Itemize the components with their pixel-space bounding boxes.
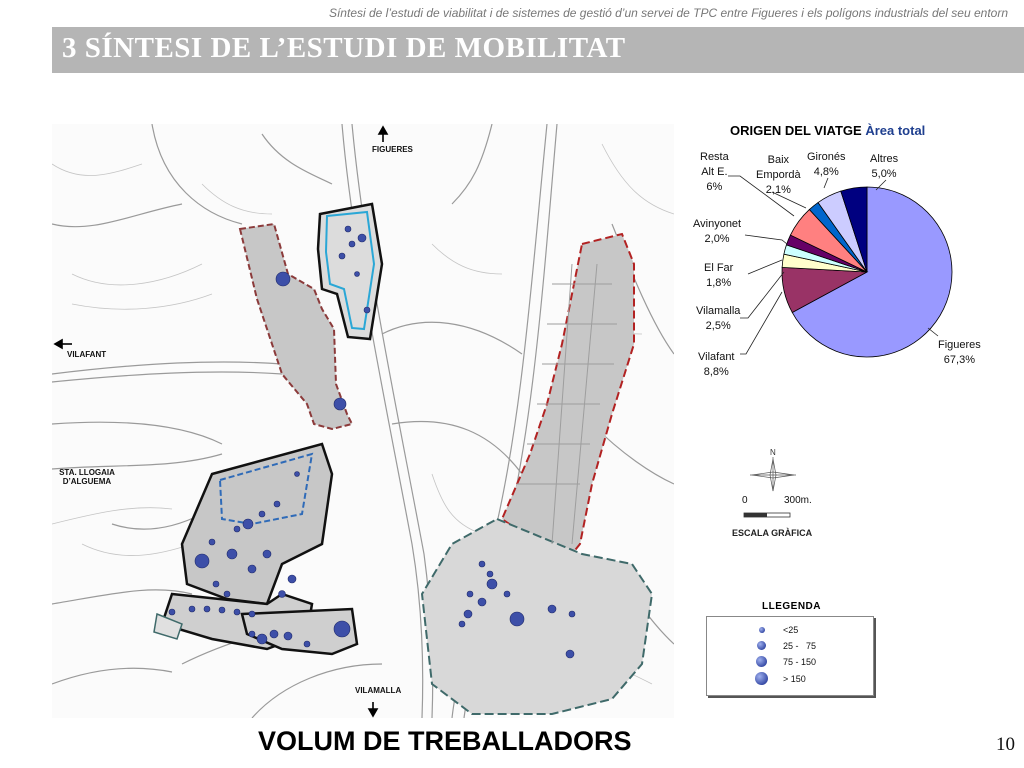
chart-title-accent: Àrea total bbox=[865, 123, 926, 138]
label-vilamalla: VILAMALLA bbox=[355, 686, 402, 695]
pie-label-resta-3: 6% bbox=[706, 181, 723, 193]
pie-label-vilafant-1: Vilafant bbox=[698, 351, 735, 363]
scale-end: 300m. bbox=[784, 495, 812, 506]
pie-label-baix-3: 2,1% bbox=[765, 184, 791, 196]
pie-label-baix-1: Baix bbox=[767, 154, 790, 166]
pie-label-elfar-2: 1,8% bbox=[706, 277, 732, 289]
pie-label-elfar-1: El Far bbox=[704, 262, 734, 274]
label-sta-llogaia-line2: D’ALGUEMA bbox=[62, 477, 112, 486]
document-subtitle: Síntesi de l’estudi de viabilitat i de sistemes de gestió d’un servei de TPC entre Figueres i els polígons industrials del seu entorn bbox=[328, 6, 1008, 20]
pie-label-girones bbox=[807, 150, 846, 180]
compass-rose-icon bbox=[742, 445, 806, 495]
pie-label-vilamalla-2: 2,5% bbox=[705, 320, 731, 332]
arrow-left-icon bbox=[55, 340, 72, 348]
legend-label: > 150 bbox=[783, 674, 806, 684]
graphic-scale bbox=[732, 493, 852, 541]
pie-label-baix bbox=[756, 153, 801, 198]
section-title: VOLUM DE TREBALLADORS bbox=[258, 726, 632, 756]
map-drawing bbox=[52, 124, 674, 718]
pie-label-avinyonet-2: 2,0% bbox=[704, 233, 730, 245]
pie-label-figueres-1: Figueres bbox=[938, 339, 981, 351]
page-number: 10 bbox=[996, 734, 1015, 755]
legend-label: 25 - 75 bbox=[783, 641, 817, 651]
scale-bar bbox=[732, 509, 852, 539]
pie-label-resta-1: Resta bbox=[700, 151, 729, 163]
pie-label-avinyonet-1: Avinyonet bbox=[693, 218, 742, 230]
legend-dot-large bbox=[756, 656, 767, 667]
pie-label-baix-2: Empordà bbox=[756, 169, 801, 181]
title-bar bbox=[52, 27, 1024, 73]
scale-start: 0 bbox=[742, 495, 748, 506]
pie-label-girones-1: Gironés bbox=[807, 151, 846, 163]
legend-box bbox=[706, 616, 874, 696]
arrow-down-icon bbox=[369, 702, 377, 716]
label-sta-llogaia-line1: STA. LLOGAIA bbox=[59, 468, 115, 477]
industrial-area-map bbox=[52, 124, 674, 718]
pie-label-elfar bbox=[704, 261, 733, 291]
legend bbox=[706, 600, 874, 696]
pie-label-vilamalla bbox=[696, 304, 740, 334]
pie-label-altres-1: Altres bbox=[870, 153, 899, 165]
legend-dot-xlarge bbox=[755, 672, 768, 685]
pie-label-vilafant-2: 8,8% bbox=[703, 366, 729, 378]
scale-title: ESCALA GRÀFICA bbox=[732, 528, 813, 538]
label-figueres: FIGUERES bbox=[372, 145, 413, 154]
pie-label-vilafant bbox=[698, 350, 735, 380]
compass-graphic bbox=[742, 445, 806, 495]
legend-item bbox=[707, 623, 875, 639]
legend-item bbox=[707, 672, 875, 688]
pie-label-figueres-2: 67,3% bbox=[943, 354, 975, 366]
legend-title: LLEGENDA bbox=[762, 601, 821, 612]
label-sta-llogaia bbox=[52, 468, 122, 486]
pie-label-girones-2: 4,8% bbox=[813, 166, 839, 178]
slide-title: 3 SÍNTESI DE L’ESTUDI DE MOBILITAT bbox=[62, 32, 626, 64]
pie-label-vilamalla-1: Vilamalla bbox=[696, 305, 741, 317]
legend-dot-small bbox=[759, 627, 765, 633]
compass-north-label: N bbox=[770, 448, 776, 457]
origin-pie-chart bbox=[690, 118, 1000, 393]
legend-dot-medium bbox=[757, 641, 766, 650]
pie-label-altres-2: 5,0% bbox=[871, 168, 897, 180]
legend-label: 75 - 150 bbox=[783, 657, 817, 667]
label-vilafant: VILAFANT bbox=[67, 350, 107, 359]
legend-item bbox=[707, 655, 875, 671]
pie-label-altres bbox=[870, 152, 898, 182]
legend-item bbox=[707, 639, 875, 655]
pie-label-avinyonet bbox=[693, 217, 741, 247]
arrow-up-icon bbox=[379, 127, 387, 142]
pie-label-resta-2: Alt E. bbox=[701, 166, 728, 178]
pie-label-resta bbox=[700, 150, 729, 195]
legend-label: <25 bbox=[783, 625, 799, 635]
chart-title-main: ORIGEN DEL VIATGE bbox=[730, 123, 862, 138]
pie-label-figueres bbox=[938, 338, 981, 368]
